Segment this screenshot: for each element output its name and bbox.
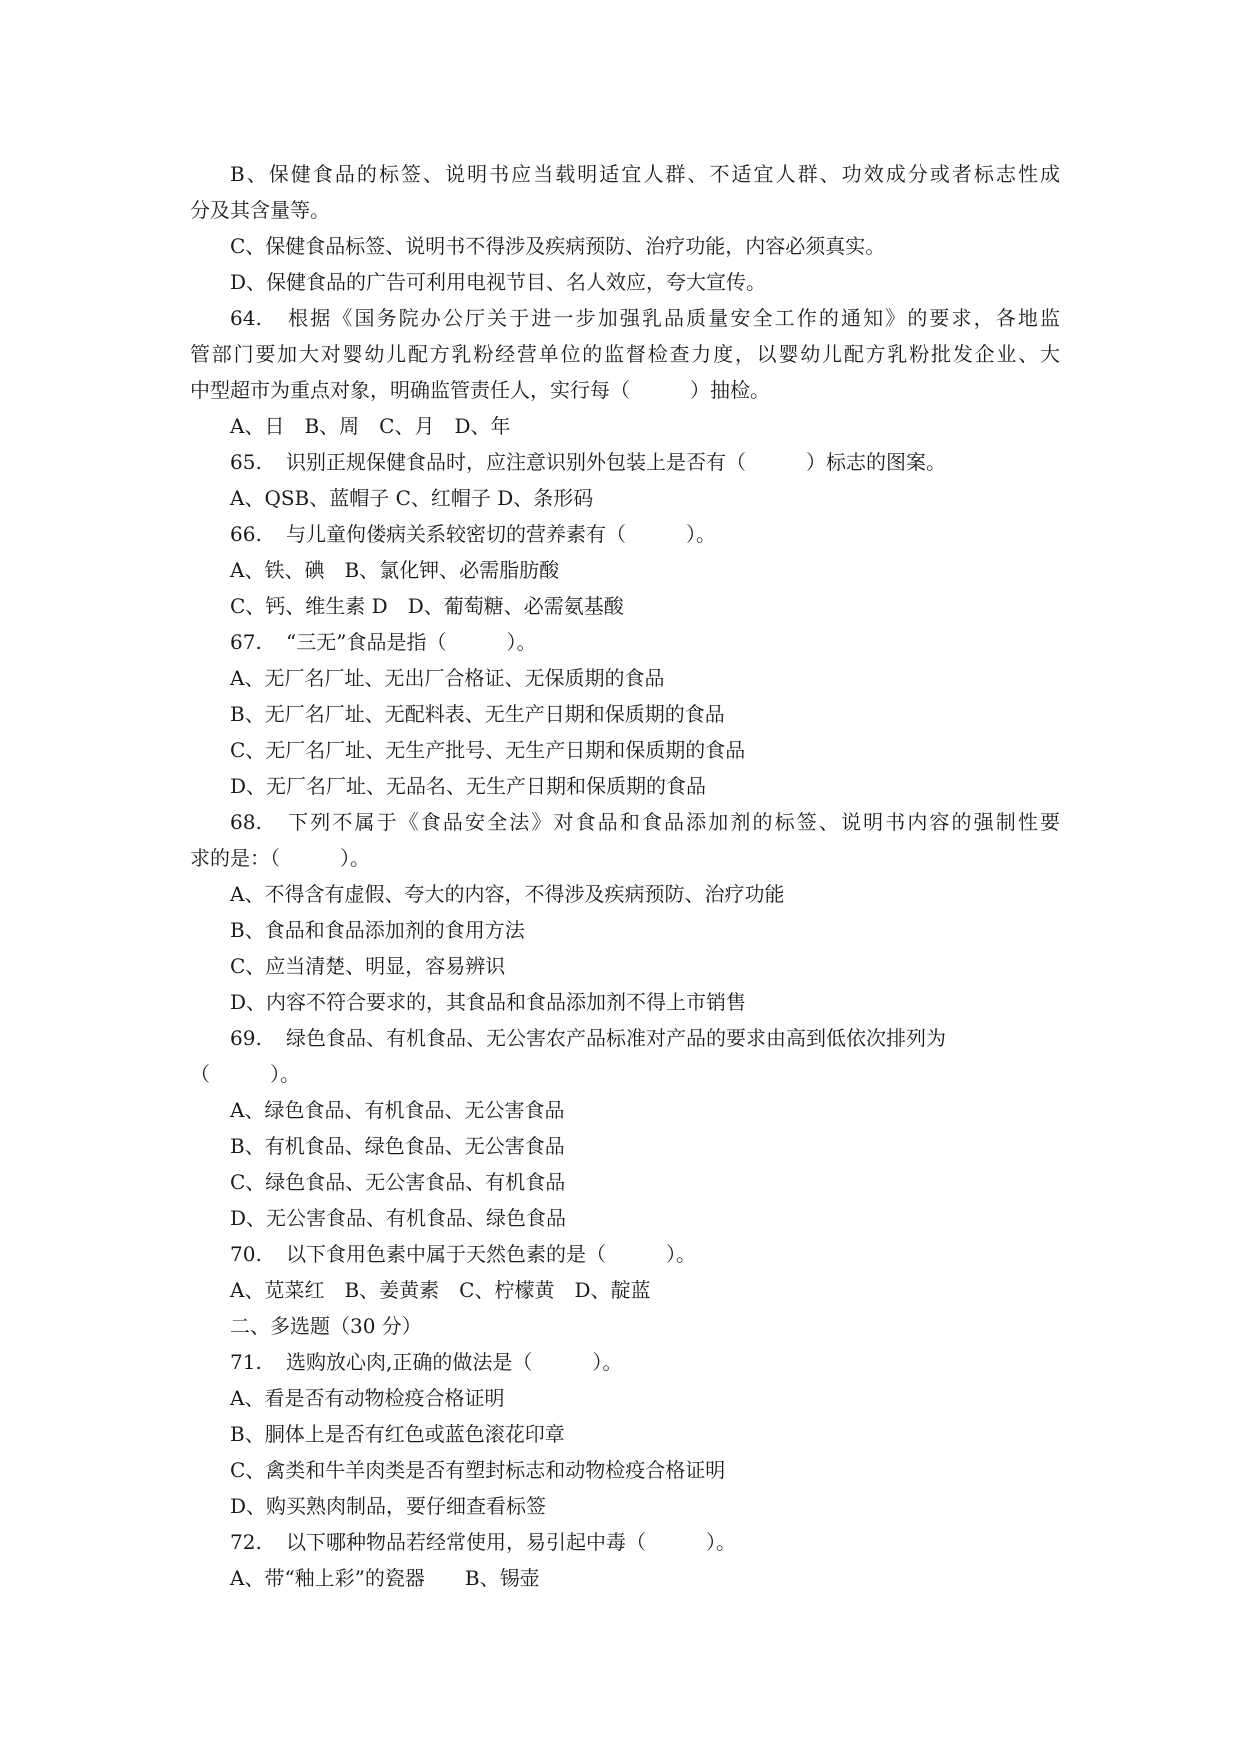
line-text: 与儿童佝偻病关系较密切的营养素有（ ）。 [286, 522, 716, 546]
text-line [190, 156, 1060, 192]
text-line [190, 1164, 1060, 1200]
line-text: C、应当清楚、明显，容易辨识 [230, 954, 506, 978]
line-text: D、无厂名厂址、无品名、无生产日期和保质期的食品 [230, 774, 707, 798]
line-text: 选购放心肉,正确的做法是（ ）。 [286, 1350, 623, 1374]
line-text: A、看是否有动物检疫合格证明 [230, 1386, 505, 1410]
question-line [190, 1236, 1060, 1272]
line-text: 绿色食品、有机食品、无公害农产品标准对产品的要求由高到低依次排列为 [286, 1026, 946, 1050]
question-line [190, 804, 1060, 840]
text-line [190, 840, 1060, 876]
text-line [190, 1200, 1060, 1236]
line-text: B、保健食品的标签、说明书应当载明适宜人群、不适宜人群、功效成分或者标志性成 [230, 162, 1060, 186]
question-number: 64. [230, 306, 262, 330]
line-text: 中型超市为重点对象，明确监管责任人，实行每（ ）抽检。 [190, 378, 770, 402]
text-line [190, 480, 1060, 516]
line-text: C、无厂名厂址、无生产批号、无生产日期和保质期的食品 [230, 738, 746, 762]
question-line [190, 444, 1060, 480]
line-text: A、不得含有虚假、夸大的内容，不得涉及疾病预防、治疗功能 [230, 882, 785, 906]
text-line [190, 372, 1060, 408]
line-text: 下列不属于《食品安全法》对食品和食品添加剂的标签、说明书内容的强制性要 [286, 810, 1060, 834]
line-text: 管部门要加大对婴幼儿配方乳粉经营单位的监督检查力度，以婴幼儿配方乳粉批发企业、大 [190, 342, 1060, 366]
text-line [190, 1092, 1060, 1128]
question-number: 68. [230, 810, 262, 834]
text-line [190, 1452, 1060, 1488]
text-line [190, 264, 1060, 300]
line-text: A、无厂名厂址、无出厂合格证、无保质期的食品 [230, 666, 665, 690]
text-line [190, 552, 1060, 588]
question-number: 65. [230, 450, 262, 474]
question-line [190, 1344, 1060, 1380]
line-text: A、QSB、蓝帽子 C、红帽子 D、条形码 [230, 486, 594, 510]
text-line [190, 408, 1060, 444]
line-text: B、食品和食品添加剂的食用方法 [230, 918, 525, 942]
line-text: 分及其含量等。 [190, 198, 330, 222]
line-text: 以下哪种物品若经常使用，易引起中毒（ ）。 [286, 1530, 736, 1554]
text-line [190, 1488, 1060, 1524]
text-line [190, 768, 1060, 804]
question-number: 69. [230, 1026, 262, 1050]
text-line [190, 732, 1060, 768]
text-line [190, 1560, 1060, 1596]
line-text: D、购买熟肉制品，要仔细查看标签 [230, 1494, 547, 1518]
document-page [190, 156, 1060, 1596]
question-number: 66. [230, 522, 262, 546]
text-line [190, 696, 1060, 732]
text-line [190, 1272, 1060, 1308]
text-line [190, 1380, 1060, 1416]
question-number: 72. [230, 1530, 262, 1554]
question-line [190, 300, 1060, 336]
text-line [190, 1308, 1060, 1344]
question-number: 70. [230, 1242, 262, 1266]
text-line [190, 1056, 1060, 1092]
line-text: 二、多选题（30 分） [230, 1314, 422, 1338]
text-line [190, 876, 1060, 912]
question-line [190, 1020, 1060, 1056]
line-text: C、绿色食品、无公害食品、有机食品 [230, 1170, 566, 1194]
text-line [190, 912, 1060, 948]
line-text: C、钙、维生素 D D、葡萄糖、必需氨基酸 [230, 594, 624, 618]
text-line [190, 1128, 1060, 1164]
text-line [190, 984, 1060, 1020]
line-text: A、日 B、周 C、月 D、年 [230, 414, 511, 438]
text-line [190, 948, 1060, 984]
line-text: A、苋菜红 B、姜黄素 C、柠檬黄 D、靛蓝 [230, 1278, 651, 1302]
line-text: D、保健食品的广告可利用电视节目、名人效应，夸大宣传。 [230, 270, 767, 294]
line-text: 求的是：（ ）。 [190, 846, 370, 870]
line-text: 识别正规保健食品时，应注意识别外包装上是否有（ ）标志的图案。 [286, 450, 946, 474]
line-text: A、带“釉上彩”的瓷器 B、锡壶 [230, 1566, 540, 1590]
question-line [190, 1524, 1060, 1560]
line-text: D、内容不符合要求的，其食品和食品添加剂不得上市销售 [230, 990, 747, 1014]
question-line [190, 624, 1060, 660]
line-text: B、有机食品、绿色食品、无公害食品 [230, 1134, 565, 1158]
question-number: 71. [230, 1350, 262, 1374]
text-line [190, 588, 1060, 624]
line-text: A、铁、碘 B、氯化钾、必需脂肪酸 [230, 558, 560, 582]
question-line [190, 516, 1060, 552]
line-text: B、无厂名厂址、无配料表、无生产日期和保质期的食品 [230, 702, 725, 726]
line-text: D、无公害食品、有机食品、绿色食品 [230, 1206, 567, 1230]
text-line [190, 228, 1060, 264]
line-text: B、胴体上是否有红色或蓝色滚花印章 [230, 1422, 565, 1446]
line-text: 以下食用色素中属于天然色素的是（ ）。 [286, 1242, 696, 1266]
line-text: C、禽类和牛羊肉类是否有塑封标志和动物检疫合格证明 [230, 1458, 726, 1482]
text-line [190, 336, 1060, 372]
text-line [190, 192, 1060, 228]
line-text: “三无”食品是指（ ）。 [286, 630, 537, 654]
line-text: C、保健食品标签、说明书不得涉及疾病预防、治疗功能，内容必须真实。 [230, 234, 886, 258]
text-line [190, 1416, 1060, 1452]
line-text: A、绿色食品、有机食品、无公害食品 [230, 1098, 565, 1122]
line-text: 根据《国务院办公厅关于进一步加强乳品质量安全工作的通知》的要求，各地监 [286, 306, 1060, 330]
line-text: （ ）。 [190, 1062, 300, 1086]
text-line [190, 660, 1060, 696]
question-number: 67. [230, 630, 262, 654]
